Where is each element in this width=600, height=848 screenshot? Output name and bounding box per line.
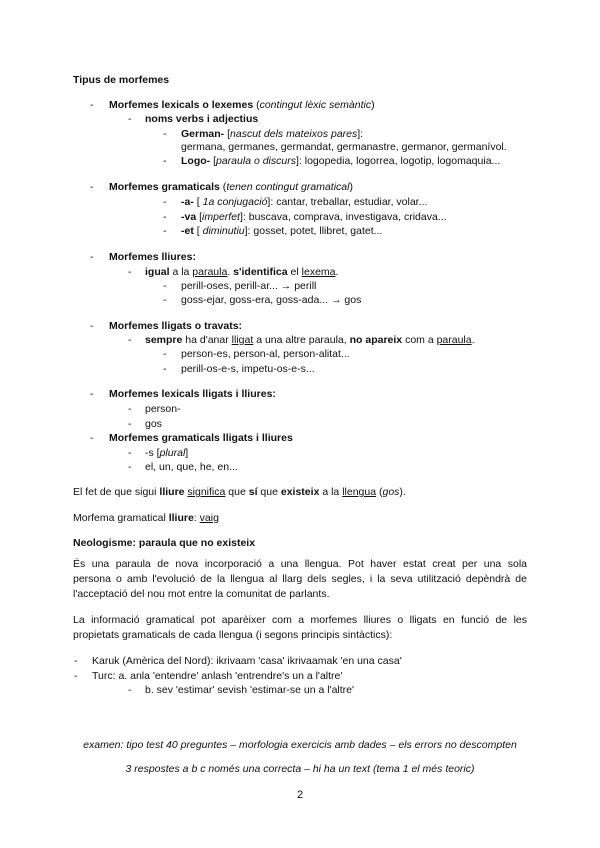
informacio-line-1: La informació gramatical pot aparèixer com a morfemes lliures o lligats en funció de les — [73, 614, 527, 626]
section-title: Tipus de morfemes — [73, 74, 170, 86]
perill-os-line: perill-os-e-s, impetu-os-e-s... — [181, 363, 315, 375]
bullet-logo: - — [163, 155, 167, 167]
turc-example: Turc: a. anla 'entendre' anlash 'entrendre's un a l'altre' — [92, 670, 343, 682]
sempre-line: sempre ha d'anar lligat a una altre paraula, no apareix com a paraula. — [145, 334, 475, 346]
logo-line: Logo- [paraula o discurs]: logopedia, logorrea, logotip, logomaquia... — [181, 155, 501, 167]
bullet-el: - — [128, 461, 132, 473]
bullet-perill-os: - — [163, 363, 167, 375]
page-number: 2 — [296, 789, 304, 801]
person-line: person-es, person-al, person-alitat... — [181, 348, 350, 360]
suffix-va-line: -va [imperfet]: buscava, comprava, investigava, cridava... — [181, 211, 447, 223]
list-item: gos — [145, 418, 162, 430]
bullet-nvadj: - — [128, 113, 132, 125]
lliures-heading: Morfemes lliures: — [109, 251, 196, 263]
bullet-person: - — [163, 348, 167, 360]
bullet-s: - — [128, 447, 132, 459]
karuk-example: Karuk (Amèrica del Nord): ikrivaam 'casa' ikrivaamak 'en una casa' — [92, 655, 402, 667]
list-item: person- — [145, 403, 181, 415]
morfema-paragraph: Morfema gramatical lliure: vaig — [73, 512, 219, 524]
neologisme-line-3: l'acceptació del nou mot entre la comunitat de parlants. — [73, 588, 330, 600]
bullet-turc: - — [74, 670, 78, 682]
bullet-et: - — [163, 225, 167, 237]
bullet-karuk: - — [74, 655, 78, 667]
exam-note-1: examen: tipo test 40 preguntes – morfologia exercicis amb dades – els errors no descompten — [83, 739, 517, 751]
bullet-lexicals: - — [90, 99, 94, 111]
neologisme-line-1: És una paraula de nova incorporació a una llengua. Pot haver estat creat per una sola — [73, 558, 527, 570]
suffix-et-line: -et [ diminutiu]: gosset, potet, llibret, gatet... — [181, 225, 383, 237]
bullet-a: - — [163, 196, 167, 208]
lexicals-sub: noms verbs i adjectius — [145, 113, 259, 125]
plural-line: -s [plural] — [145, 447, 189, 459]
gramaticals-heading: Morfemes gramaticals (tenen contingut gramatical) — [109, 181, 353, 193]
bullet-person-item: - — [128, 403, 132, 415]
bullet-goss: - — [163, 294, 167, 306]
bullet-lligats: - — [90, 320, 94, 332]
suffix-a-line: -a- [ 1a conjugació]: cantar, treballar, estudiar, volar... — [181, 196, 428, 208]
neologisme-line-2: persona o amb l'evolució de la llengua al llarg dels segles, i la seva utilització depèndrà de — [73, 573, 527, 585]
lligats-heading: Morfemes lligats o travats: — [109, 320, 243, 332]
perill-line: perill-oses, perill-ar... → perill — [181, 280, 317, 292]
german-words: germana, germanes, germandat, germanastre, germanor, germanívol. — [181, 141, 507, 153]
bullet-perill: - — [163, 280, 167, 292]
bullet-gram-lligats: - — [90, 432, 94, 444]
bullet-gramaticals: - — [90, 181, 94, 193]
bullet-lliures: - — [90, 251, 94, 263]
neologisme-heading: Neologisme: paraula que no existeix — [73, 537, 256, 549]
bullet-turc-b: - — [128, 684, 132, 696]
bullet-va: - — [163, 211, 167, 223]
bullet-gos-item: - — [128, 418, 132, 430]
exam-note-2: 3 respostes a b c només una correcta – hi ha un text (tema 1 el més teoric) — [125, 763, 475, 775]
fet-paragraph: El fet de que sigui lliure significa que sí que existeix a la llengua (gos). — [73, 486, 406, 498]
lex-lligats-heading: Morfemes lexicals lligats i lliures: — [109, 388, 276, 400]
bullet-german: - — [163, 128, 167, 140]
gram-lligats-heading: Morfemes gramaticals lligats i lliures — [109, 432, 293, 444]
informacio-line-2: propietats gramaticals de cada llengua (i segons principis sintàctics): — [73, 629, 393, 641]
bullet-igual: - — [128, 266, 132, 278]
bullet-lex-lligats: - — [90, 388, 94, 400]
igual-line: igual a la paraula. s'identifica el lexema. — [145, 266, 339, 278]
goss-line: goss-ejar, goss-era, goss-ada... → gos — [181, 294, 362, 306]
gram-words-line: el, un, que, he, en... — [145, 461, 238, 473]
bullet-sempre: - — [128, 334, 132, 346]
lexicals-heading: Morfemes lexicals o lexemes (contingut lèxic semàntic) — [109, 99, 375, 111]
german-line: German- [nascut dels mateixos pares]: — [181, 128, 364, 140]
turc-b-example: b. sev 'estimar' sevish 'estimar-se un a l'altre' — [145, 684, 355, 696]
